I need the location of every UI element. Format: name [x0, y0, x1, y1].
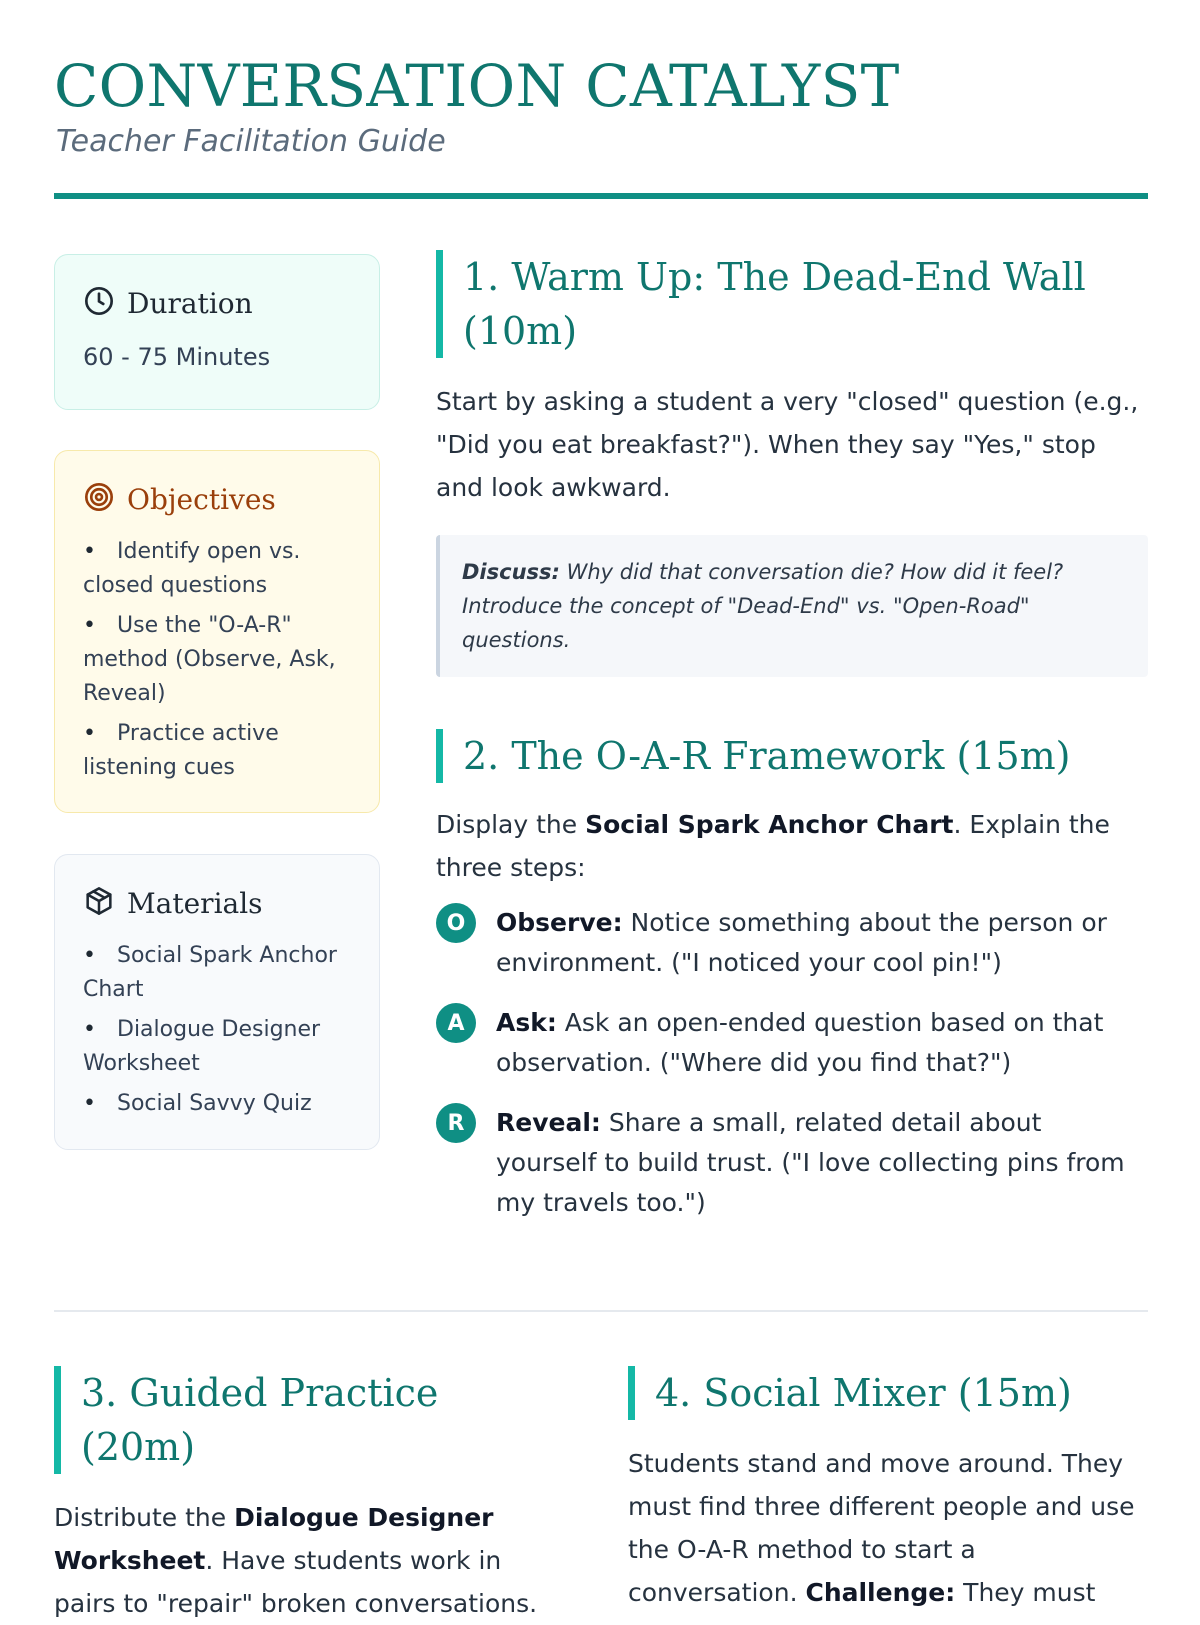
- step-text: [496, 903, 1148, 983]
- objective-item: • Use the "O-A-R" method (Observe, Ask, Reveal): [83, 609, 351, 711]
- section-title-oar: 2. The O-A-R Framework (15m): [436, 729, 1148, 783]
- step-text: [496, 1103, 1148, 1223]
- page-subtitle: Teacher Facilitation Guide: [56, 124, 446, 159]
- guided-body: [54, 1496, 564, 1625]
- oar-steps: [436, 903, 1148, 1223]
- step-description: Share a small, related detail about yourself to build trust. ("I love collecting pins from my travels too."): [496, 1108, 1125, 1217]
- material-item: • Social Spark Anchor Chart: [83, 939, 351, 1007]
- discuss-text: Why did that conversation die? How did it feel? Introduce the concept of "Dead-End" vs. "Open-Road" questions.: [462, 560, 1064, 652]
- materials-card: [54, 854, 380, 1150]
- step-text: [496, 1003, 1148, 1083]
- oar-intro-pre: Display the: [436, 810, 586, 839]
- mixer-text: Students stand and move around. They must find three different people and use the O-A-R method to start a conversation.: [628, 1449, 1135, 1607]
- guide-page: [54, 0, 1148, 1618]
- section-divider: [54, 1310, 1148, 1312]
- oar-step-observe: [436, 903, 1148, 983]
- step-label: Ask:: [496, 1008, 557, 1037]
- social-mixer-section: [628, 1366, 1138, 1614]
- duration-card-header: [83, 285, 351, 321]
- objectives-card: [54, 450, 380, 813]
- oar-step-reveal: [436, 1103, 1148, 1223]
- objectives-card-header: [83, 481, 351, 517]
- duration-title: Duration: [127, 286, 253, 320]
- discuss-callout: [436, 535, 1148, 677]
- materials-card-header: [83, 885, 351, 921]
- material-item: • Social Savvy Quiz: [83, 1087, 351, 1121]
- oar-step-ask: [436, 1003, 1148, 1083]
- materials-list: [83, 939, 351, 1121]
- step-label: Observe:: [496, 908, 623, 937]
- objective-item: • Identify open vs. closed questions: [83, 535, 351, 603]
- step-label: Reveal:: [496, 1108, 601, 1137]
- oar-intro-post: . Explain the three steps:: [436, 810, 1110, 882]
- clock-icon: [83, 285, 115, 321]
- box-icon: [83, 885, 115, 921]
- challenge-text: They must: [955, 1578, 1096, 1607]
- guided-bold: Dialogue Designer Worksheet: [54, 1503, 494, 1575]
- section-title-guided: 3. Guided Practice (20m): [54, 1366, 564, 1474]
- section-title-warmup: 1. Warm Up: The Dead-End Wall (10m): [436, 250, 1148, 358]
- step-description: Ask an open-ended question based on that observation. ("Where did you find that?"): [496, 1008, 1104, 1077]
- objectives-title: Objectives: [127, 482, 276, 516]
- guided-post: . Have students work in pairs to "repair" broken conversations.: [54, 1546, 538, 1618]
- main-content: [436, 250, 1148, 1243]
- discuss-label: Discuss:: [462, 560, 560, 584]
- step-badge-o: O: [436, 903, 476, 943]
- material-item: • Dialogue Designer Worksheet: [83, 1013, 351, 1081]
- step-description: Notice something about the person or environment. ("I noticed your cool pin!"): [496, 908, 1107, 977]
- materials-title: Materials: [127, 886, 263, 920]
- target-icon: [83, 481, 115, 517]
- section-title-mixer: 4. Social Mixer (15m): [628, 1366, 1138, 1420]
- step-badge-a: A: [436, 1003, 476, 1043]
- oar-intro-bold: Social Spark Anchor Chart: [585, 810, 954, 839]
- objective-item: • Practice active listening cues: [83, 717, 351, 785]
- warmup-body: Start by asking a student a very "closed" question (e.g., "Did you eat breakfast?"). When they say "Yes," stop and look awkward.: [436, 387, 1139, 502]
- objectives-list: [83, 535, 351, 785]
- duration-card: [54, 254, 380, 410]
- oar-intro: [436, 803, 1148, 889]
- step-badge-r: R: [436, 1103, 476, 1143]
- challenge-label: Challenge:: [805, 1578, 956, 1607]
- mixer-body: [628, 1442, 1138, 1614]
- header-divider: [54, 193, 1148, 199]
- page-title: CONVERSATION CATALYST: [54, 52, 900, 120]
- guided-practice-section: [54, 1366, 564, 1625]
- duration-value: 60 - 75 Minutes: [83, 343, 271, 371]
- guided-pre: Distribute the: [54, 1503, 235, 1532]
